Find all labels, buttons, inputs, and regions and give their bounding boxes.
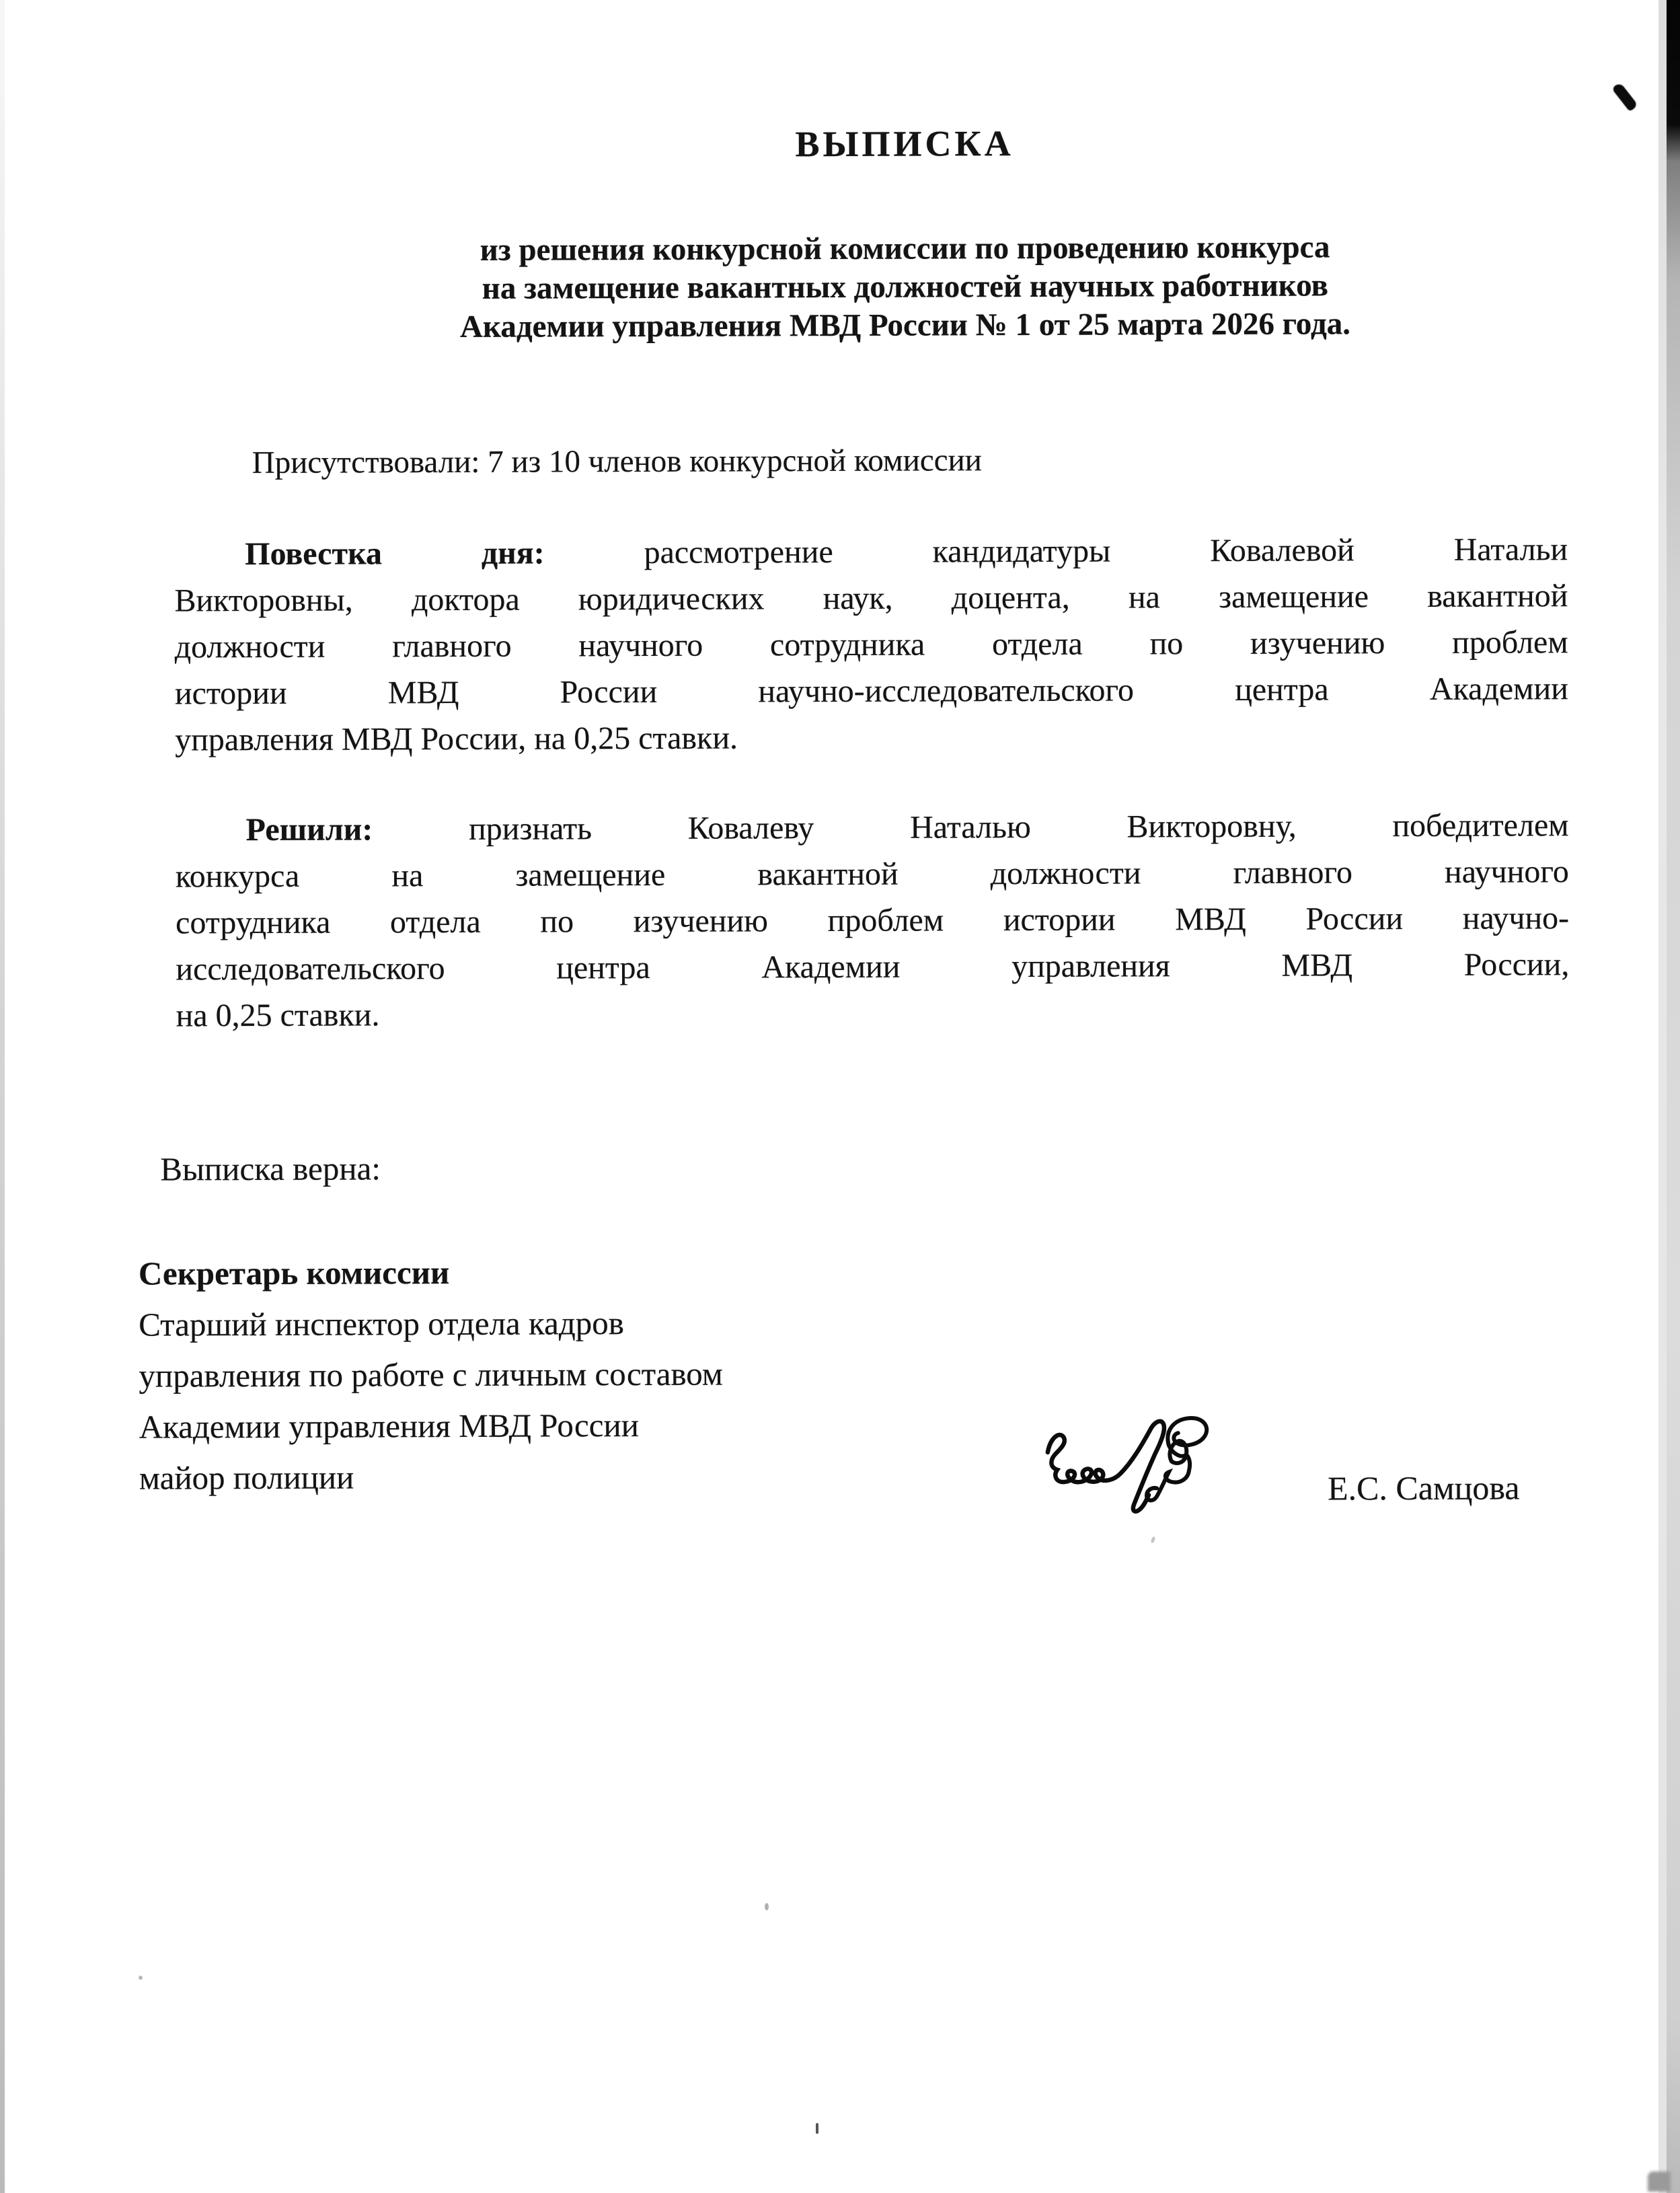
subtitle-line: Академии управления МВД России № 1 от 25 марта 2026 года. <box>459 306 1351 344</box>
signatory-role-title: Секретарь комиссии <box>138 1254 450 1292</box>
scan-speck <box>765 1903 769 1910</box>
signatory-name: Е.С. Самцова <box>1327 1469 1520 1508</box>
attendance-line: Присутствовали: 7 из 10 членов конкурсной комиссии <box>252 443 982 481</box>
scan-corner-artifact <box>1648 2171 1671 2192</box>
decision-line: на 0,25 ставки. <box>176 997 380 1034</box>
signatory-role-line: Старший инспектор отдела кадров <box>139 1304 624 1343</box>
agenda-line: управления МВД России, на 0,25 ставки. <box>175 720 738 758</box>
subtitle-line: на замещение вакантных должностей научных работников <box>482 268 1328 306</box>
scan-speck <box>816 2123 818 2134</box>
decision-line: сотрудника отдела по изучению проблем истории МВД России научно- <box>176 900 1570 941</box>
agenda-line <box>174 526 1568 577</box>
agenda-line: истории МВД России научно-исследовательского центра Академии <box>174 671 1568 712</box>
document-subtitle <box>199 227 1612 347</box>
scan-edge-left <box>0 0 5 2193</box>
decision-line: конкурса на замещение вакантной должности главного научного <box>175 854 1569 895</box>
signatory-role-line: майор полиции <box>139 1458 354 1497</box>
agenda-line: Викторовны, доктора юридических наук, доцента, на замещение вакантной <box>174 578 1568 619</box>
agenda-line: должности главного научного сотрудника отдела по изучению проблем <box>174 624 1568 665</box>
subtitle-line: из решения конкурсной комиссии по проведению конкурса <box>480 229 1330 268</box>
decision-line: исследовательского центра Академии управления МВД России, <box>176 946 1570 988</box>
decision-label: Решили: <box>245 811 373 848</box>
signatory-block <box>139 1247 724 1504</box>
signatory-role-line: управления по работе с личным составом <box>139 1355 723 1395</box>
agenda-paragraph <box>174 526 1568 763</box>
decision-text: признать Ковалеву Наталью Викторовну, победителем <box>468 807 1569 847</box>
scan-edge-right <box>1667 0 1680 2193</box>
scan-edge-shadow <box>1658 0 1667 2193</box>
certification-line: Выписка верна: <box>160 1150 381 1188</box>
document-title: ВЫПИСКА <box>795 123 1014 165</box>
decision-paragraph <box>175 802 1569 1039</box>
decision-line <box>175 802 1568 853</box>
signatory-role-line: Академии управления МВД России <box>139 1407 640 1446</box>
agenda-label: Повестка дня: <box>245 535 545 572</box>
handwritten-signature-icon <box>1037 1405 1239 1526</box>
scan-speck <box>139 1976 143 1980</box>
agenda-text: рассмотрение кандидатуры Ковалевой Натальи <box>644 531 1568 571</box>
